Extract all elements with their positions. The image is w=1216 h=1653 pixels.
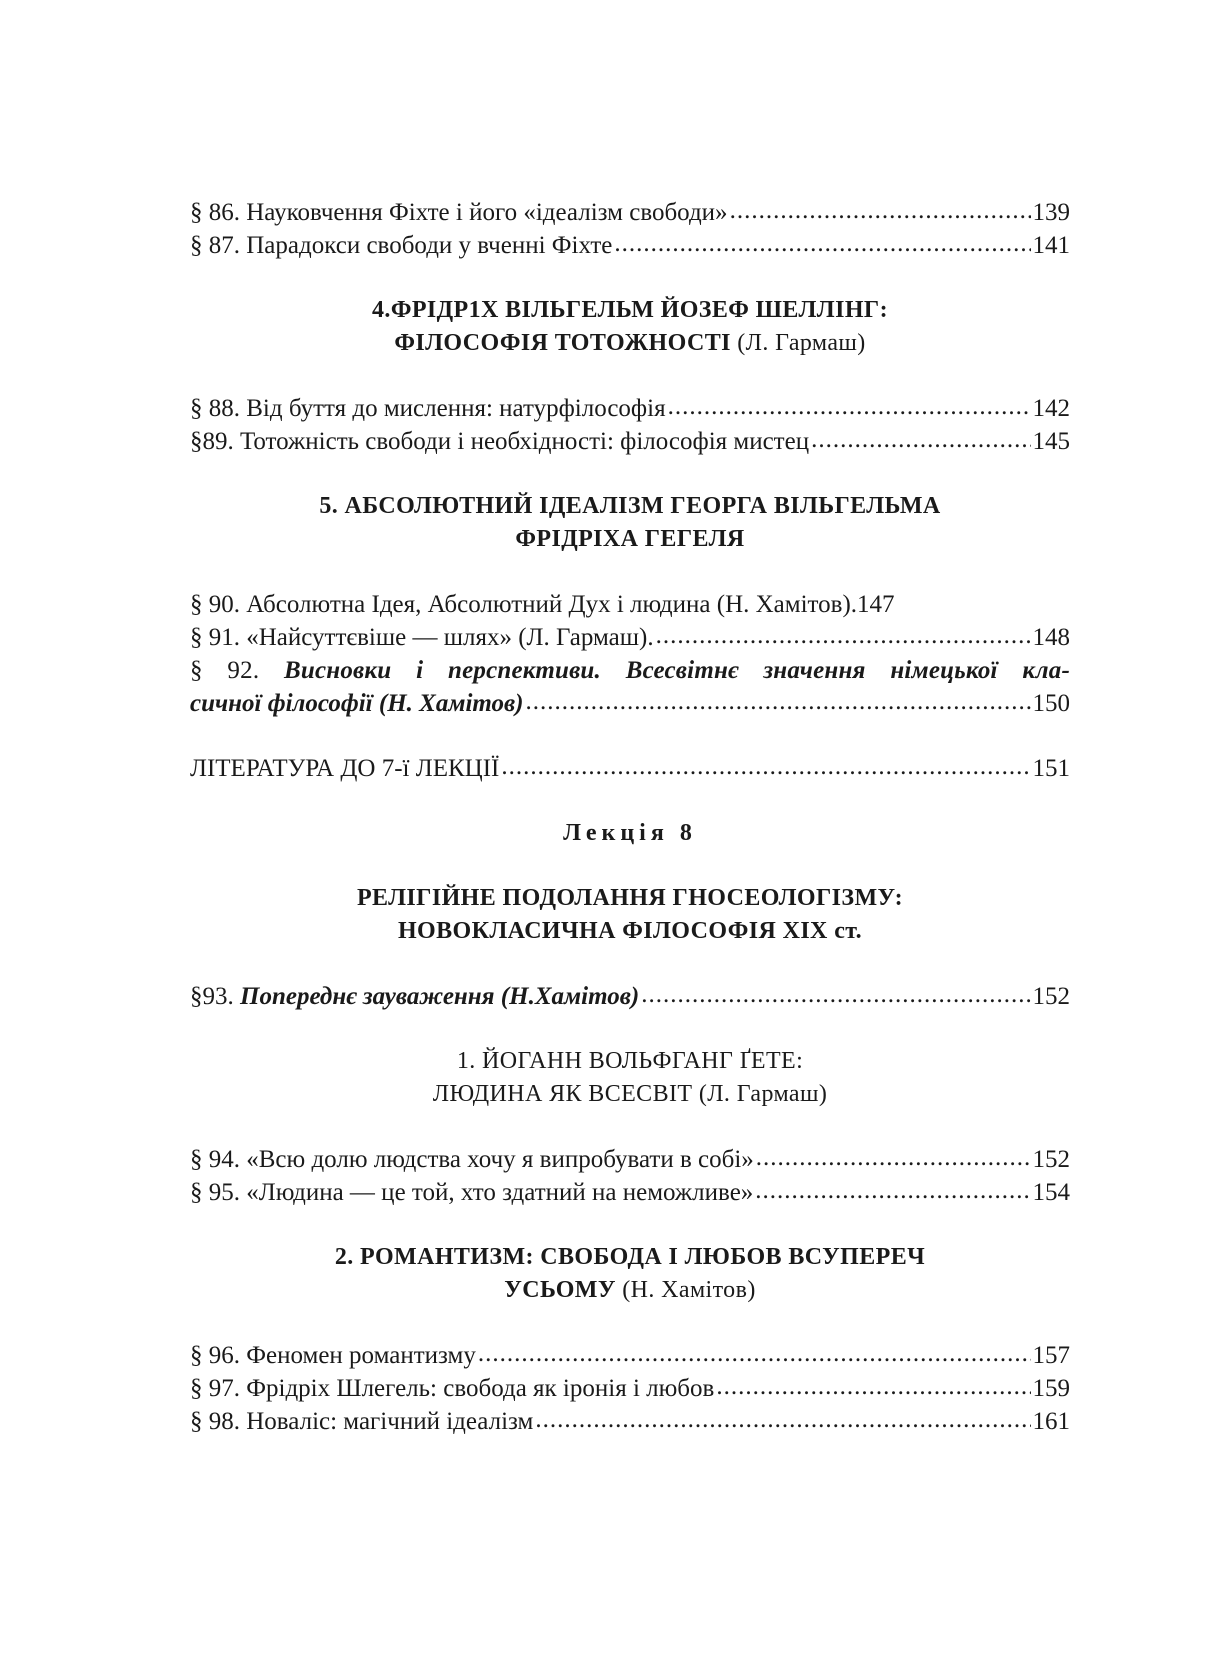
toc-entry-literature — [190, 752, 1070, 785]
leader-dots — [716, 1370, 1030, 1403]
toc-entry-label: § 97. Фрідріх Шлегель: свобода як іронія і любов — [190, 1375, 715, 1402]
toc-entry-label: § 94. «Всю долю людства хочу я випробувати в собі» — [190, 1146, 754, 1173]
heading-line: 5. АБСОЛЮТНИЙ ІДЕАЛІЗМ ГЕОРГА ВІЛЬГЕЛЬМА — [319, 493, 941, 519]
leader-dots — [656, 619, 1031, 652]
toc-entry-label: § 87. Парадокси свободи у вченні Фіхте — [190, 232, 613, 259]
leader-dots — [478, 1337, 1031, 1370]
toc-page-number: 157 — [1032, 1342, 1070, 1369]
toc-page-number: 141 — [1032, 232, 1070, 259]
leader-dots — [756, 1141, 1031, 1174]
toc-page-number: 139 — [1032, 199, 1070, 226]
toc-entry-italic-text: Висновки і перспективи. Всесвітнє значення німецької кла- — [284, 657, 1071, 684]
toc-entry-95 — [190, 1176, 1070, 1209]
toc-entry-label: § 98. Новаліс: магічний ідеалізм — [190, 1408, 534, 1435]
heading-line: РЕЛІГІЙНЕ ПОДОЛАННЯ ГНОСЕОЛОГІЗМУ: — [356, 885, 904, 911]
toc-entry-label: §89. Тотожність свободи і необхідності: філософія мистец — [190, 428, 810, 455]
toc-entry-label: ЛІТЕРАТУРА ДО 7-ї ЛЕКЦІЇ — [190, 755, 500, 782]
toc-entry-89 — [190, 425, 1070, 458]
toc-page-number: 152 — [1032, 1146, 1070, 1173]
heading-text: ЛЮДИНА ЯК ВСЕСВІТ — [432, 1081, 693, 1107]
leader-dots — [641, 978, 1030, 1011]
heading-line: 2. РОМАНТИЗМ: СВОБОДА І ЛЮБОВ ВСУПЕРЕЧ — [334, 1244, 926, 1270]
section-heading-goethe — [190, 1045, 1070, 1111]
toc-entry-90 — [190, 588, 1070, 621]
toc-entry-italic-text: Попереднє зауваження (Н.Хамітов) — [240, 983, 640, 1010]
leader-dots — [755, 1174, 1030, 1207]
toc-page-number: 151 — [1032, 755, 1070, 782]
heading-line: ФРІДРІХА ГЕГЕЛЯ — [515, 526, 745, 552]
section-heading-romanticism — [190, 1241, 1070, 1307]
toc-entry-label: § 86. Науковчення Фіхте і його «ідеалізм свободи» — [190, 199, 728, 226]
toc-entry-label: § 91. «Найсуттєвіше — шлях» (Л. Гармаш). — [190, 624, 654, 651]
toc-page-number: 159 — [1032, 1375, 1070, 1402]
toc-entry-96 — [190, 1339, 1070, 1372]
heading-author: (Л. Гармаш) — [737, 330, 866, 356]
toc-entry-label: § 96. Феномен романтизму — [190, 1342, 476, 1369]
lecture-title: Лекція 8 — [563, 820, 697, 846]
toc-entry-label-line2: сичної філософії (Н. Хамітов) — [190, 690, 524, 717]
heading-author: (Н. Хамітов) — [622, 1277, 756, 1303]
toc-entry-88 — [190, 392, 1070, 425]
section-heading-lecture8 — [190, 882, 1070, 948]
toc-entry-98 — [190, 1405, 1070, 1438]
toc-entry-prefix: § 92. — [190, 657, 284, 684]
table-of-contents — [190, 196, 1070, 1438]
heading-line: НОВОКЛАСИЧНА ФІЛОСОФІЯ XIX ст. — [397, 918, 863, 944]
leader-dots — [614, 227, 1030, 260]
toc-entry-prefix: §93. — [190, 983, 240, 1010]
toc-entry-91 — [190, 621, 1070, 654]
toc-page-number: 147 — [857, 591, 895, 618]
toc-page-number: 145 — [1032, 428, 1070, 455]
toc-entry-label — [190, 980, 639, 1013]
toc-page-number: 161 — [1032, 1408, 1070, 1435]
section-heading-hegel — [190, 490, 1070, 556]
leader-dots — [526, 685, 1031, 718]
section-heading-schelling — [190, 294, 1070, 360]
toc-entry-label: § 90. Абсолютна Ідея, Абсолютний Дух і людина (Н. Хамітов). — [190, 591, 858, 618]
leader-dots — [535, 1403, 1030, 1436]
heading-line — [190, 1078, 1070, 1111]
toc-entry-94 — [190, 1143, 1070, 1176]
leader-dots — [811, 423, 1030, 456]
heading-text: УСЬОМУ — [504, 1277, 616, 1303]
toc-page-number: 142 — [1032, 395, 1070, 422]
toc-entry-93 — [190, 980, 1070, 1013]
toc-page-number: 154 — [1032, 1179, 1070, 1206]
heading-line: 4.ФРІДР1Х ВІЛЬГЕЛЬМ ЙОЗЕФ ШЕЛЛІНГ: — [372, 297, 888, 323]
leader-dots — [668, 390, 1031, 423]
heading-line — [190, 327, 1070, 360]
toc-page-number: 150 — [1032, 690, 1070, 717]
leader-dots — [730, 194, 1031, 227]
heading-text: ФІЛОСОФІЯ ТОТОЖНОСТІ — [394, 330, 731, 356]
toc-entry-92-continued — [190, 687, 1070, 720]
leader-dots — [501, 750, 1030, 783]
toc-page-number: 152 — [1032, 983, 1070, 1010]
toc-entry-92 — [190, 654, 1070, 687]
toc-entry-87 — [190, 229, 1070, 262]
toc-entry-97 — [190, 1372, 1070, 1405]
heading-line: 1. ЙОГАНН ВОЛЬФГАНГ ҐЕТЕ: — [456, 1048, 804, 1074]
heading-line — [190, 1274, 1070, 1307]
toc-entry-label: § 88. Від буття до мислення: натурфілософія — [190, 395, 666, 422]
heading-author: (Л. Гармаш) — [698, 1081, 828, 1107]
toc-entry-label-line1 — [190, 654, 1070, 687]
toc-entry-86 — [190, 196, 1070, 229]
toc-entry-label: § 95. «Людина — це той, хто здатний на неможливе» — [190, 1179, 754, 1206]
toc-page-number: 148 — [1032, 624, 1070, 651]
